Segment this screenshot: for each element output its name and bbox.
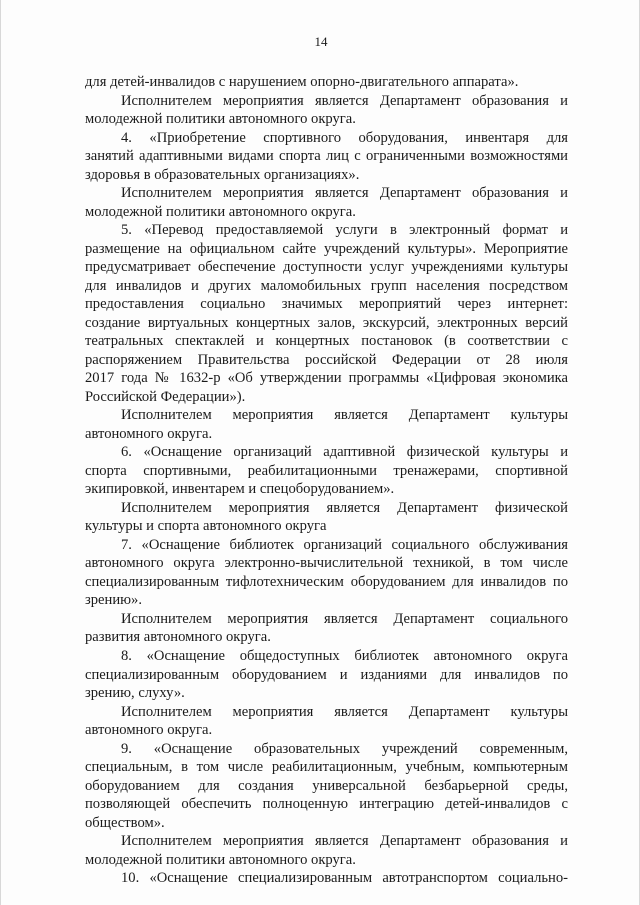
text-line: 9. «Оснащение образовательных учреждений современным, xyxy=(121,740,568,757)
text-line: специализированным тифлотехническим оборудованием для инвалидов по xyxy=(85,573,568,590)
text-line: театральных спектаклей и концертных постановок (в соответствии с xyxy=(85,333,568,350)
text-line: развития автономного округа. xyxy=(85,629,271,646)
text-line: Исполнителем мероприятия является Департамент образования и xyxy=(121,92,568,109)
text-line: зрению, слуху». xyxy=(85,685,185,702)
text-line: экипировкой, инвентарем и спецоборудованием». xyxy=(85,481,395,498)
text-line: специализированным оборудованием и изданиями для инвалидов по xyxy=(85,666,568,683)
text-line: Исполнителем мероприятия является Департамент социального xyxy=(121,610,568,627)
text-line: 6. «Оснащение организаций адаптивной физической культуры и xyxy=(121,444,568,461)
text-line: 5. «Перевод предоставляемой услуги в электронный формат и xyxy=(121,222,568,239)
text-line: молодежной политики автономного округа. xyxy=(85,851,356,868)
text-line: Исполнителем мероприятия является Департамент образования и xyxy=(121,185,568,202)
text-line: специальным, в том числе реабилитационным, учебным, компьютерным xyxy=(85,759,568,776)
text-line: Исполнителем мероприятия является Департамент культуры xyxy=(121,407,568,424)
text-line: спорта спортивными, реабилитационными тренажерами, спортивной xyxy=(85,462,568,479)
text-line: Российской Федерации»). xyxy=(85,388,246,405)
text-line: молодежной политики автономного округа. xyxy=(85,111,356,128)
text-line: 4. «Приобретение спортивного оборудования, инвентаря для xyxy=(121,129,568,146)
text-line: создание виртуальных концертных залов, экскурсий, электронных версий xyxy=(85,314,568,331)
text-line: Исполнителем мероприятия является Департамент физической xyxy=(121,499,568,516)
text-line: позволяющей обеспечить полноценную интеграцию детей-инвалидов с xyxy=(85,796,568,813)
text-line: для инвалидов и других маломобильных групп населения посредством xyxy=(85,277,568,294)
text-line: для детей-инвалидов с нарушением опорно-двигательного аппарата». xyxy=(85,74,519,90)
text-line: здоровья в образовательных организациях». xyxy=(85,166,360,183)
text-line: автономного округа. xyxy=(85,425,213,442)
text-line: зрению». xyxy=(85,592,143,609)
text-line: Исполнителем мероприятия является Департамент культуры xyxy=(121,703,568,720)
text-line: 8. «Оснащение общедоступных библиотек автономного округа xyxy=(121,647,568,664)
text-line: Исполнителем мероприятия является Департамент образования и xyxy=(121,833,568,850)
text-line: занятий адаптивными видами спорта лиц с ограниченными возможностями xyxy=(85,148,568,165)
document-body xyxy=(85,73,568,888)
page-number: 14 xyxy=(314,34,328,49)
text-line: предусматривает обеспечение доступности услуг учреждениями культуры xyxy=(85,259,568,276)
text-line: распоряжением Правительства российской Федерации от 28 июля xyxy=(85,351,568,368)
text-line: автономного округа электронно-вычислительной техникой, в том числе xyxy=(85,555,568,572)
text-line: оборудованием для создания универсальной безбарьерной среды, xyxy=(85,777,568,794)
text-line: 7. «Оснащение библиотек организаций социального обслуживания xyxy=(121,536,568,553)
text-line: обществом». xyxy=(85,814,165,831)
text-line: размещение на официальном сайте учреждений культуры». Мероприятие xyxy=(85,240,568,257)
text-line: предоставления социально значимых мероприятий через интернет: xyxy=(85,296,568,313)
text-line: 10. «Оснащение специализированным автотранспортом социально- xyxy=(121,870,568,887)
text-line: 2017 года № 1632-р «Об утверждении программы «Цифровая экономика xyxy=(85,370,568,387)
text-line: культуры и спорта автономного округа xyxy=(85,518,327,535)
text-line: автономного округа. xyxy=(85,722,213,739)
text-line: молодежной политики автономного округа. xyxy=(85,203,356,220)
